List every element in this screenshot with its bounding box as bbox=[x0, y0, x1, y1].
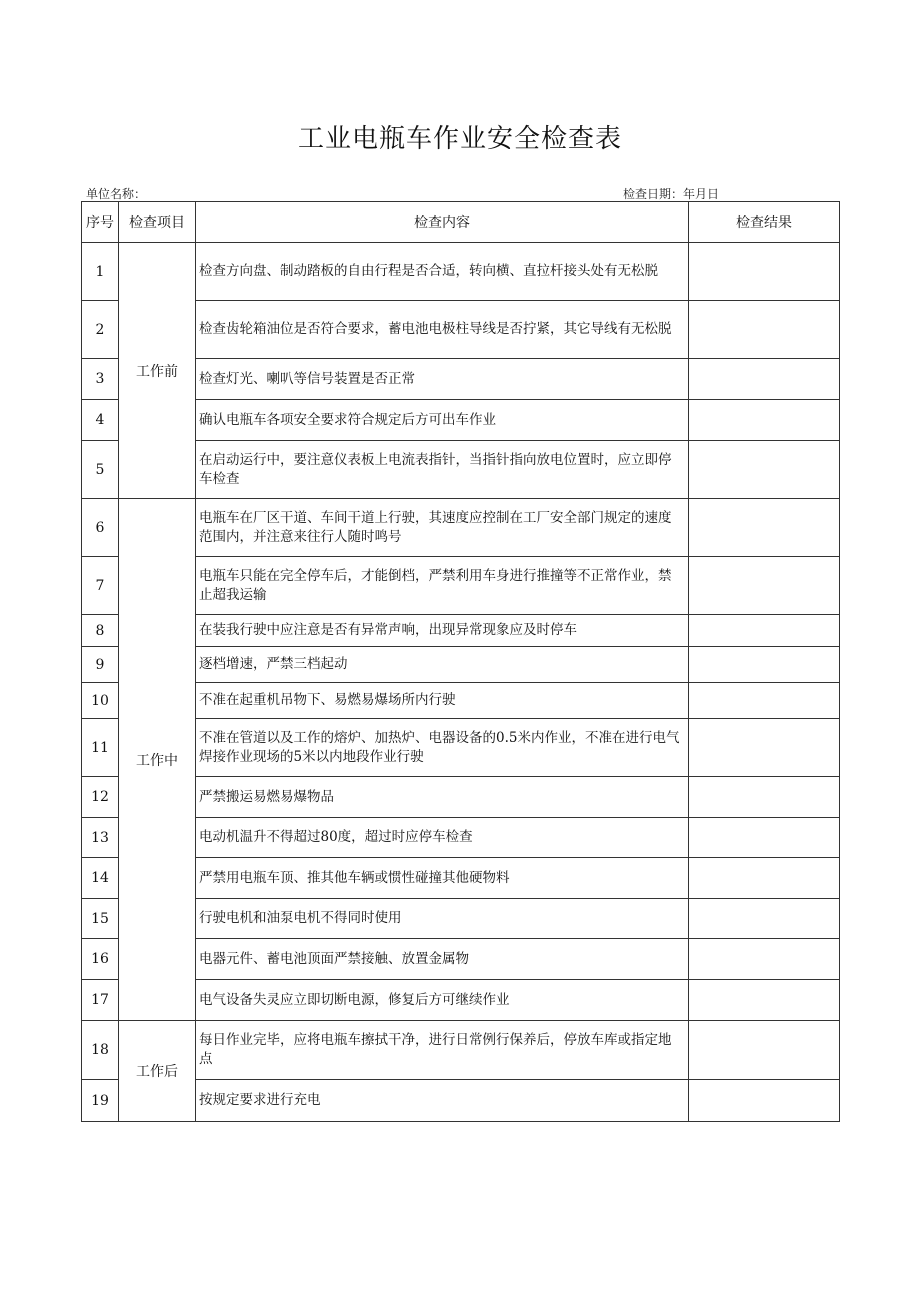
header-no: 序号 bbox=[82, 202, 119, 243]
row-number: 16 bbox=[82, 939, 119, 980]
result-cell[interactable] bbox=[689, 499, 840, 557]
table-row bbox=[82, 499, 840, 557]
result-cell[interactable] bbox=[689, 777, 840, 818]
header-item: 检查项目 bbox=[119, 202, 196, 243]
result-cell[interactable] bbox=[689, 818, 840, 858]
table-row bbox=[82, 301, 840, 359]
row-number: 13 bbox=[82, 818, 119, 858]
row-number: 1 bbox=[82, 243, 119, 301]
check-content: 在装我行驶中应注意是否有异常声响，出现异常现象应及时停车 bbox=[196, 615, 689, 647]
check-content: 检查灯光、喇叭等信号装置是否正常 bbox=[196, 359, 689, 400]
table-row bbox=[82, 243, 840, 301]
row-number: 19 bbox=[82, 1080, 119, 1122]
table-row bbox=[82, 818, 840, 858]
result-cell[interactable] bbox=[689, 858, 840, 899]
result-cell[interactable] bbox=[689, 243, 840, 301]
category-during-work: 工作中 bbox=[119, 499, 196, 1021]
category-after-work: 工作后 bbox=[119, 1021, 196, 1122]
check-content: 检查方向盘、制动踏板的自由行程是否合适，转向横、直拉杆接头处有无松脱 bbox=[196, 243, 689, 301]
header-result: 检查结果 bbox=[689, 202, 840, 243]
table-row bbox=[82, 777, 840, 818]
table-row bbox=[82, 858, 840, 899]
check-content: 电瓶车只能在完全停车后，才能倒档，严禁利用车身进行推撞等不正常作业，禁止超我运输 bbox=[196, 557, 689, 615]
result-cell[interactable] bbox=[689, 980, 840, 1021]
check-content: 电动机温升不得超过80度，超过时应停车检查 bbox=[196, 818, 689, 858]
row-number: 5 bbox=[82, 441, 119, 499]
table-row bbox=[82, 615, 840, 647]
table-row bbox=[82, 980, 840, 1021]
table-row bbox=[82, 557, 840, 615]
table-row bbox=[82, 683, 840, 719]
row-number: 14 bbox=[82, 858, 119, 899]
check-content: 电气设备失灵应立即切断电源，修复后方可继续作业 bbox=[196, 980, 689, 1021]
result-cell[interactable] bbox=[689, 441, 840, 499]
table-row bbox=[82, 400, 840, 441]
result-cell[interactable] bbox=[689, 1021, 840, 1080]
check-content: 按规定要求进行充电 bbox=[196, 1080, 689, 1122]
check-content: 行驶电机和油泵电机不得同时使用 bbox=[196, 899, 689, 939]
result-cell[interactable] bbox=[689, 1080, 840, 1122]
category-before-work: 工作前 bbox=[119, 243, 196, 499]
check-content: 不准在起重机吊物下、易燃易爆场所内行驶 bbox=[196, 683, 689, 719]
result-cell[interactable] bbox=[689, 615, 840, 647]
result-cell[interactable] bbox=[689, 359, 840, 400]
unit-name-label: 单位名称： bbox=[86, 187, 147, 201]
row-number: 17 bbox=[82, 980, 119, 1021]
check-content: 确认电瓶车各项安全要求符合规定后方可出车作业 bbox=[196, 400, 689, 441]
header-content: 检查内容 bbox=[196, 202, 689, 243]
row-number: 11 bbox=[82, 719, 119, 777]
inspection-date-label: 检查日期：年月日 bbox=[623, 187, 720, 201]
row-number: 15 bbox=[82, 899, 119, 939]
table-row bbox=[82, 939, 840, 980]
table-row bbox=[82, 1021, 840, 1080]
result-cell[interactable] bbox=[689, 899, 840, 939]
inspection-table bbox=[81, 201, 840, 1122]
check-content: 在启动运行中，要注意仪表板上电流表指针，当指针指向放电位置时，应立即停车检查 bbox=[196, 441, 689, 499]
row-number: 12 bbox=[82, 777, 119, 818]
table-row bbox=[82, 647, 840, 683]
check-content: 检查齿轮箱油位是否符合要求，蓄电池电极柱导线是否拧紧，其它导线有无松脱 bbox=[196, 301, 689, 359]
row-number: 6 bbox=[82, 499, 119, 557]
check-content: 电器元件、蓄电池顶面严禁接触、放置金属物 bbox=[196, 939, 689, 980]
row-number: 3 bbox=[82, 359, 119, 400]
table-row bbox=[82, 359, 840, 400]
check-content: 电瓶车在厂区干道、车间干道上行驶，其速度应控制在工厂安全部门规定的速度范围内，并注意来往行人随时鸣号 bbox=[196, 499, 689, 557]
table-row bbox=[82, 1080, 840, 1122]
table-row bbox=[82, 719, 840, 777]
row-number: 9 bbox=[82, 647, 119, 683]
row-number: 4 bbox=[82, 400, 119, 441]
row-number: 10 bbox=[82, 683, 119, 719]
row-number: 2 bbox=[82, 301, 119, 359]
result-cell[interactable] bbox=[689, 557, 840, 615]
row-number: 8 bbox=[82, 615, 119, 647]
check-content: 逐档增速，严禁三档起动 bbox=[196, 647, 689, 683]
table-row bbox=[82, 441, 840, 499]
check-content: 严禁用电瓶车顶、推其他车辆或惯性碰撞其他硬物料 bbox=[196, 858, 689, 899]
table-row bbox=[82, 899, 840, 939]
row-number: 7 bbox=[82, 557, 119, 615]
row-number: 18 bbox=[82, 1021, 119, 1080]
check-content: 严禁搬运易燃易爆物品 bbox=[196, 777, 689, 818]
result-cell[interactable] bbox=[689, 683, 840, 719]
result-cell[interactable] bbox=[689, 939, 840, 980]
result-cell[interactable] bbox=[689, 719, 840, 777]
result-cell[interactable] bbox=[689, 400, 840, 441]
table-header-row bbox=[82, 202, 840, 243]
result-cell[interactable] bbox=[689, 647, 840, 683]
check-content: 不准在管道以及工作的熔炉、加热炉、电器设备的0.5米内作业，不准在进行电气焊接作业现场的5米以内地段作业行驶 bbox=[196, 719, 689, 777]
page-title: 工业电瓶车作业安全检查表 bbox=[297, 124, 622, 154]
result-cell[interactable] bbox=[689, 301, 840, 359]
check-content: 每日作业完毕，应将电瓶车擦拭干净，进行日常例行保养后，停放车库或指定地点 bbox=[196, 1021, 689, 1080]
